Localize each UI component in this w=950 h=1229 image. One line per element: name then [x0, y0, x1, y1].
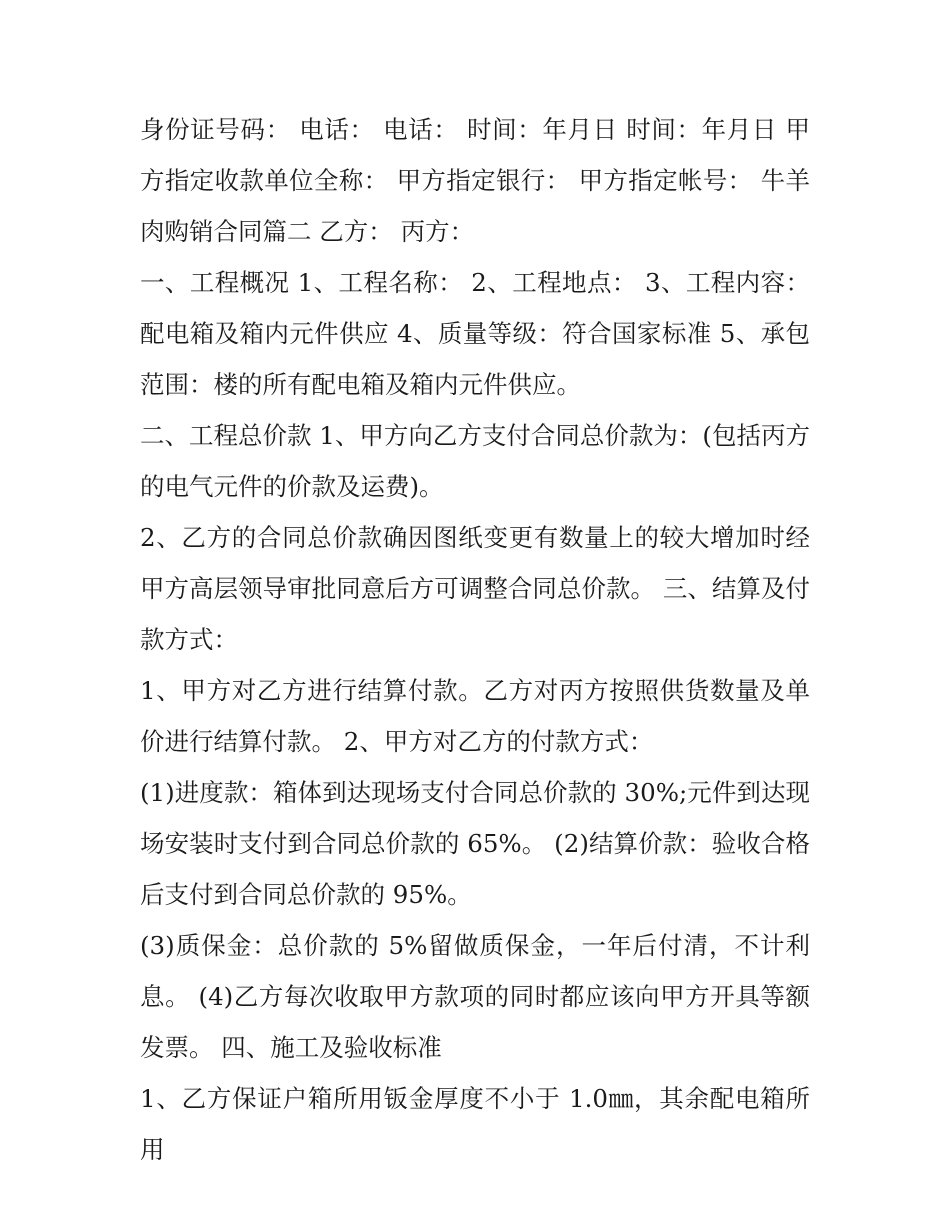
paragraph-price-adjustment: 2、乙方的合同总价款确因图纸变更有数量上的较大增加时经甲方高层领导审批同意后方可调整合同总价款。 三、结算及付款方式： — [140, 523, 810, 654]
paragraph-construction-standard: 1、乙方保证户箱所用钣金厚度不小于 1.0㎜，其余配电箱所用 — [140, 1084, 810, 1164]
paragraph-settlement: 1、甲方对乙方进行结算付款。乙方对丙方按照供货数量及单价进行结算付款。 2、甲方对乙方的付款方式： — [140, 676, 810, 756]
paragraph-warranty-deposit: (3)质保金：总价款的 5%留做质保金，一年后付清，不计利息。 (4)乙方每次收取甲方款项的同时都应该向甲方开具等额发票。 四、施工及验收标准 — [140, 931, 810, 1062]
paragraph-total-price: 二、工程总价款 1、甲方向乙方支付合同总价款为：(包括丙方的电气元件的价款及运费)。 — [140, 421, 810, 501]
paragraph-contact-info: 身份证号码： 电话： 电话： 时间：年月日 时间：年月日 甲方指定收款单位全称： 甲方指定银行： 甲方指定帐号： 牛羊肉购销合同篇二 乙方： 丙方： — [140, 115, 810, 246]
paragraph-payment-schedule: (1)进度款：箱体到达现场支付合同总价款的 30%;元件到达现场安装时支付到合同总价款的 65%。 (2)结算价款：验收合格后支付到合同总价款的 95%。 — [140, 778, 810, 909]
paragraph-project-overview: 一、工程概况 1、工程名称： 2、工程地点： 3、工程内容：配电箱及箱内元件供应 4、质量等级：符合国家标准 5、承包范围：楼的所有配电箱及箱内元件供应。 — [140, 268, 810, 399]
document-body — [140, 104, 810, 1175]
